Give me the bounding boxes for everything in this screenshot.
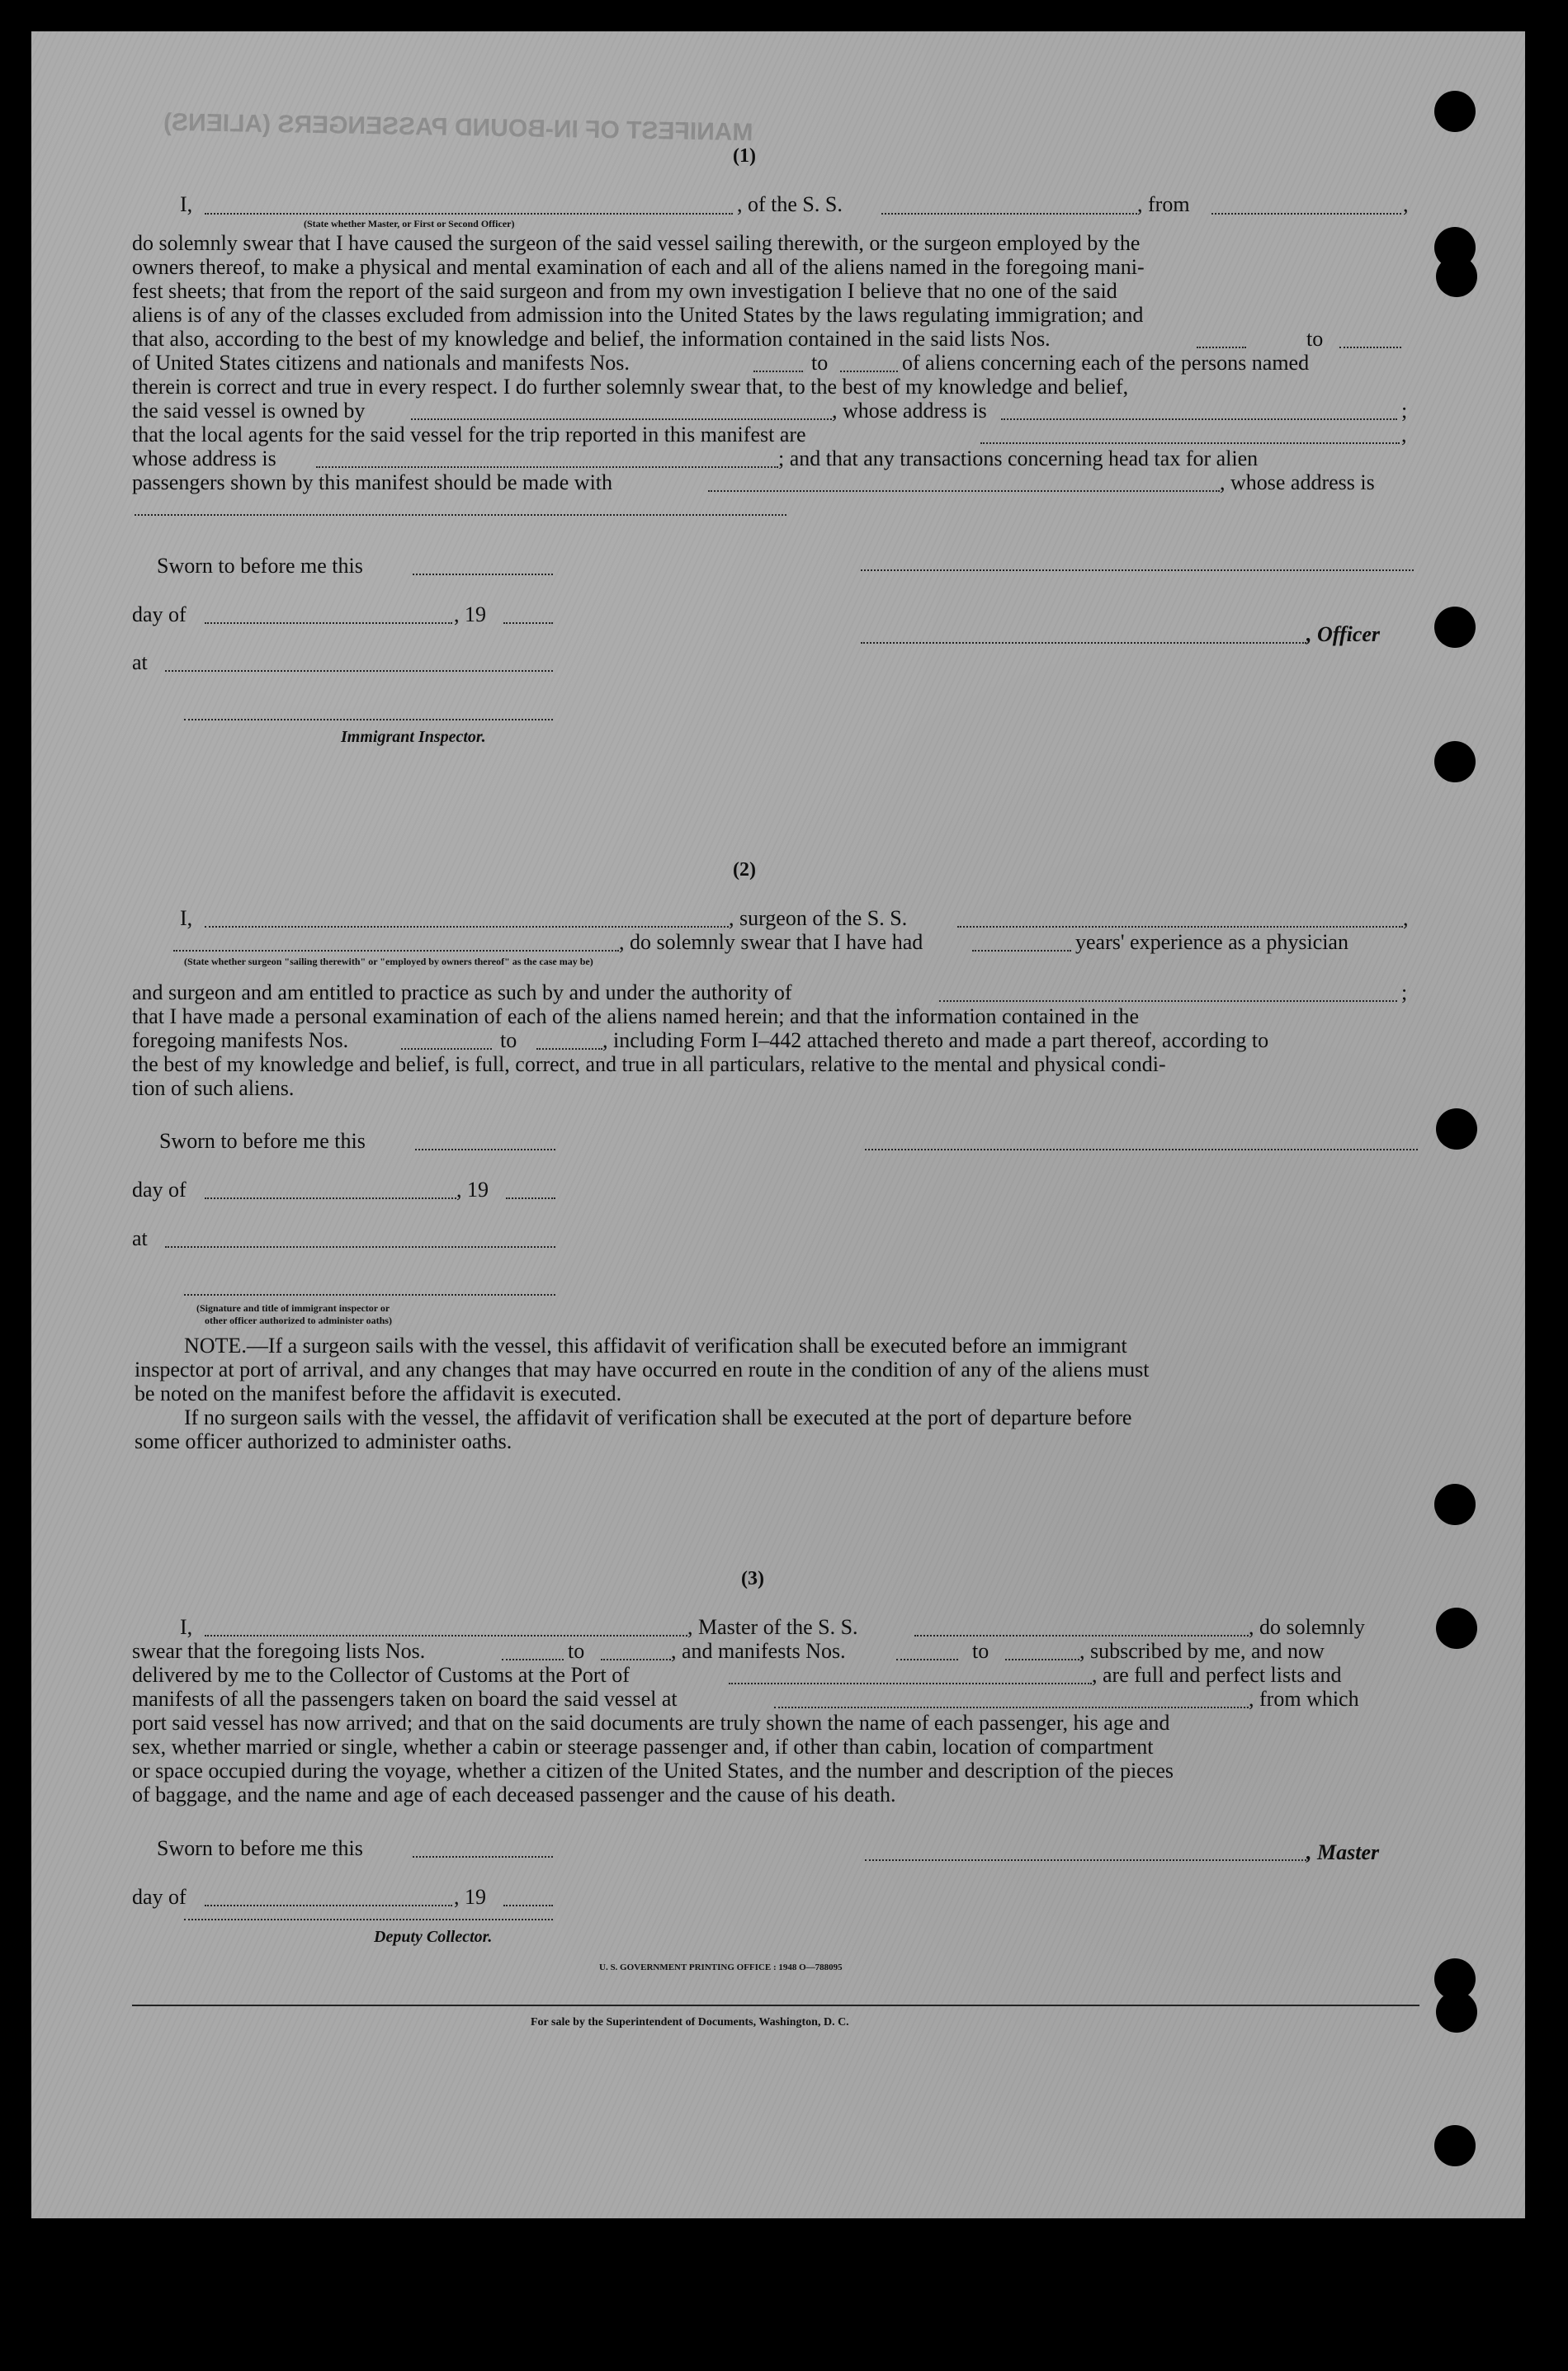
bleed-through-header: MANIFEST OF IN-BOUND PASSENGERS (ALIENS) — [163, 108, 753, 147]
s1-from-label: , from — [1137, 192, 1190, 216]
s1-sworn-label: Sworn to before me this — [157, 554, 363, 578]
s1-owner-field[interactable] — [411, 418, 832, 420]
s1-body-3: fest sheets; that from the report of the said surgeon and from my own investigation I believe that no one of the said — [132, 279, 1117, 303]
binder-hole — [1434, 1484, 1476, 1525]
s2-manifests-from-field[interactable] — [401, 1048, 492, 1050]
s1-comma: , — [1403, 192, 1409, 216]
s1-body-5: that also, according to the best of my knowledge and belief, the information contained in the said lists Nos. — [132, 327, 1051, 351]
s3-full-perfect: , are full and perfect lists and — [1092, 1663, 1342, 1687]
s1-year-label: , 19 — [454, 602, 486, 626]
s2-sig-note-1: (Signature and title of immigrant inspector or — [196, 1302, 390, 1314]
s1-master-signature[interactable] — [861, 569, 1414, 571]
s3-year-field[interactable] — [503, 1905, 553, 1906]
s3-port-field[interactable] — [729, 1683, 1092, 1684]
s2-inspector-signature[interactable] — [184, 1294, 555, 1296]
s2-body-2: that I have made a personal examination of each of the aliens named herein; and that the information contained in the — [132, 1004, 1140, 1028]
s1-inspector-label: Immigrant Inspector. — [341, 728, 486, 746]
s2-semicolon: ; — [1401, 980, 1408, 1004]
s1-agents-address-field[interactable] — [316, 466, 778, 468]
s2-day-field[interactable] — [205, 1197, 456, 1199]
s2-sig-note-2: other officer authorized to administer oaths) — [205, 1315, 392, 1326]
s1-agents-field[interactable] — [980, 442, 1400, 444]
s1-owned-by: the said vessel is owned by — [132, 399, 366, 423]
s2-authority-field[interactable] — [939, 1000, 1397, 1002]
s2-sworn-label: Sworn to before me this — [159, 1129, 366, 1153]
s1-day-field[interactable] — [205, 622, 452, 624]
s1-lists-to-field[interactable] — [1339, 347, 1401, 348]
s3-i-label: I, — [180, 1615, 193, 1639]
s1-officer-field[interactable] — [861, 642, 1306, 644]
s2-manifests-to-field[interactable] — [536, 1048, 602, 1050]
s1-passengers: passengers shown by this manifest should be made with — [132, 470, 613, 494]
s1-manifests-from-field[interactable] — [753, 371, 803, 372]
s2-years-field[interactable] — [972, 950, 1071, 952]
s2-sworn-field[interactable] — [415, 1149, 555, 1150]
s1-of-ss-label: , of the S. S. — [737, 192, 843, 216]
binder-hole — [1434, 91, 1476, 132]
s2-years-label: years' experience as a physician — [1075, 930, 1348, 954]
s3-body-6: sex, whether married or single, whether a cabin or steerage passenger and, if other than cabin, location of compartment — [132, 1735, 1154, 1759]
s2-body-1: and surgeon and am entitled to practice as such by and under the authority of — [132, 980, 792, 1004]
s1-body-6: of United States citizens and nationals and manifests Nos. — [132, 351, 630, 375]
binder-hole — [1436, 256, 1477, 297]
s1-officer-note: (State whether Master, or First or Second Officer) — [304, 218, 515, 229]
section-2-number: (2) — [733, 859, 756, 881]
s3-manifests-from-field[interactable] — [896, 1659, 958, 1660]
s2-note-1: NOTE.—If a surgeon sails with the vessel, this affidavit of verification shall be executed before an immigrant — [184, 1334, 1127, 1358]
s1-agents: that the local agents for the said vessel for the trip reported in this manifest are — [132, 423, 806, 446]
s2-note-3: be noted on the manifest before the affidavit is executed. — [135, 1382, 622, 1405]
binder-hole — [1436, 1608, 1477, 1649]
s1-year-field[interactable] — [503, 622, 553, 624]
s2-year-label: , 19 — [456, 1178, 489, 1202]
s1-semicolon: ; — [1401, 399, 1408, 423]
s3-embark-field[interactable] — [774, 1707, 1249, 1708]
s2-surgeon-of-ss: , surgeon of the S. S. — [729, 906, 908, 930]
s3-master-label-sig: , Master — [1306, 1840, 1380, 1864]
s1-owner-address-field[interactable] — [1001, 418, 1397, 420]
section-1-number: (1) — [733, 145, 756, 167]
s2-surgeon-note: (State whether surgeon "sailing therewith" or "employed by owners thereof" as the case may be) — [184, 956, 593, 967]
s2-vessel-field[interactable] — [957, 926, 1403, 928]
s1-headtax-address-label: , whose address is — [1220, 470, 1375, 494]
s3-subscribed: , subscribed by me, and now — [1079, 1639, 1325, 1663]
binder-hole — [1436, 1991, 1477, 2033]
s1-sworn-field[interactable] — [413, 574, 553, 575]
s2-i-label: I, — [180, 906, 193, 930]
s3-body-8: of baggage, and the name and age of each deceased passenger and the cause of his death. — [132, 1783, 896, 1807]
s2-day-label: day of — [132, 1178, 187, 1202]
s1-comma-2: , — [1401, 423, 1407, 446]
s1-manifests-to-field[interactable] — [840, 371, 898, 372]
s1-officer-label: , Officer — [1306, 622, 1381, 646]
s1-headtax-field[interactable] — [708, 490, 1220, 492]
binder-hole — [1436, 1108, 1477, 1150]
s2-year-field[interactable] — [506, 1197, 555, 1199]
s2-note-4: If no surgeon sails with the vessel, the affidavit of verification shall be executed at the port of departure before — [184, 1405, 1132, 1429]
s3-body-5: port said vessel has now arrived; and that on the said documents are truly shown the name of each passenger, his age and — [132, 1711, 1170, 1735]
s1-vessel-field[interactable] — [881, 213, 1137, 215]
s1-day-label: day of — [132, 602, 187, 626]
sale-note: For sale by the Superintendent of Documents, Washington, D. C. — [531, 2016, 849, 2029]
s3-solemnly: , do solemnly — [1249, 1615, 1365, 1639]
s3-lists-to-field[interactable] — [601, 1659, 671, 1660]
s3-year-label: , 19 — [454, 1885, 486, 1909]
s2-note-5: some officer authorized to administer oaths. — [135, 1429, 512, 1453]
s1-body-1: do solemnly swear that I have caused the surgeon of the said vessel sailing therewith, or the surgeon employed by the — [132, 231, 1141, 255]
s3-deputy-signature[interactable] — [184, 1919, 553, 1920]
bottom-rule — [132, 2005, 1419, 2006]
s3-lists-label: swear that the foregoing lists Nos. — [132, 1639, 426, 1663]
s2-body-5: tion of such aliens. — [132, 1076, 295, 1100]
s1-at-label: at — [132, 650, 148, 674]
s1-to-1: to — [1306, 327, 1324, 351]
s3-to-1: to — [568, 1639, 585, 1663]
s1-aliens-concerning: of aliens concerning each of the persons named — [902, 351, 1310, 375]
s1-owner-address-label: , whose address is — [832, 399, 987, 423]
s3-from-which: , from which — [1249, 1687, 1359, 1711]
s1-inspector-signature[interactable] — [184, 719, 553, 720]
s2-surgeon-signature[interactable] — [865, 1149, 1418, 1150]
s3-sworn-field[interactable] — [413, 1856, 553, 1858]
s3-master-signature[interactable] — [865, 1859, 1306, 1861]
s2-sailing-field[interactable] — [173, 950, 619, 952]
s2-comma: , — [1403, 906, 1409, 930]
s2-at-field[interactable] — [165, 1246, 555, 1248]
form-page — [31, 31, 1525, 2218]
s2-body-3: foregoing manifests Nos. — [132, 1028, 349, 1052]
s1-at-field[interactable] — [165, 670, 553, 672]
s1-i-label: I, — [180, 192, 193, 216]
s2-to: to — [500, 1028, 517, 1052]
s3-vessel-field[interactable] — [914, 1635, 1249, 1637]
binder-hole — [1434, 607, 1476, 648]
binder-hole — [1434, 2125, 1476, 2166]
s1-body-7: therein is correct and true in every respect. I do further solemnly swear that, to the best of my knowledge and belief, — [132, 375, 1129, 399]
s3-delivered-label: delivered by me to the Collector of Customs at the Port of — [132, 1663, 630, 1687]
s2-at-label: at — [132, 1226, 148, 1250]
s3-manifests-passengers: manifests of all the passengers taken on board the said vessel at — [132, 1687, 678, 1711]
s1-name-field[interactable] — [205, 213, 733, 215]
s1-body-2: owners thereof, to make a physical and mental examination of each and all of the aliens named in the foregoing mani- — [132, 255, 1145, 279]
section-3-number: (3) — [741, 1568, 764, 1589]
s2-body-4: the best of my knowledge and belief, is full, correct, and true in all particulars, relative to the mental and physical condi- — [132, 1052, 1166, 1076]
s1-from-field[interactable] — [1211, 213, 1401, 215]
s1-lists-from-field[interactable] — [1197, 347, 1246, 348]
s1-agents-address-label: whose address is — [132, 446, 276, 470]
s3-body-7: or space occupied during the voyage, whether a citizen of the United States, and the number and description of the pieces — [132, 1759, 1174, 1783]
s2-note-2: inspector at port of arrival, and any changes that may have occurred en route in the condition of any of the aliens must — [135, 1358, 1150, 1382]
s2-form-label: , including Form I–442 attached thereto and made a part thereof, according to — [602, 1028, 1269, 1052]
binder-hole — [1434, 741, 1476, 782]
s1-body-4: aliens is of any of the classes excluded from admission into the United States by the laws regulating immigration; and — [132, 303, 1144, 327]
s3-manifests-label: , and manifests Nos. — [671, 1639, 846, 1663]
s3-day-field[interactable] — [205, 1905, 452, 1906]
s3-name-field[interactable] — [205, 1635, 687, 1637]
gpo-imprint: U. S. GOVERNMENT PRINTING OFFICE : 1948 O—788095 — [599, 1962, 843, 1972]
s2-swear-label: , do solemnly swear that I have had — [619, 930, 923, 954]
s3-to-2: to — [972, 1639, 989, 1663]
s3-lists-from-field[interactable] — [502, 1659, 564, 1660]
s1-headtax-address-field[interactable] — [135, 514, 786, 516]
s3-day-label: day of — [132, 1885, 187, 1909]
s1-to-2: to — [811, 351, 829, 375]
s2-name-field[interactable] — [205, 926, 729, 928]
s1-transactions: ; and that any transactions concerning head tax for alien — [778, 446, 1259, 470]
s3-master-label: , Master of the S. S. — [687, 1615, 858, 1639]
s3-deputy-label: Deputy Collector. — [374, 1928, 493, 1946]
s3-manifests-to-field[interactable] — [1005, 1659, 1079, 1660]
s3-sworn-label: Sworn to before me this — [157, 1836, 363, 1860]
